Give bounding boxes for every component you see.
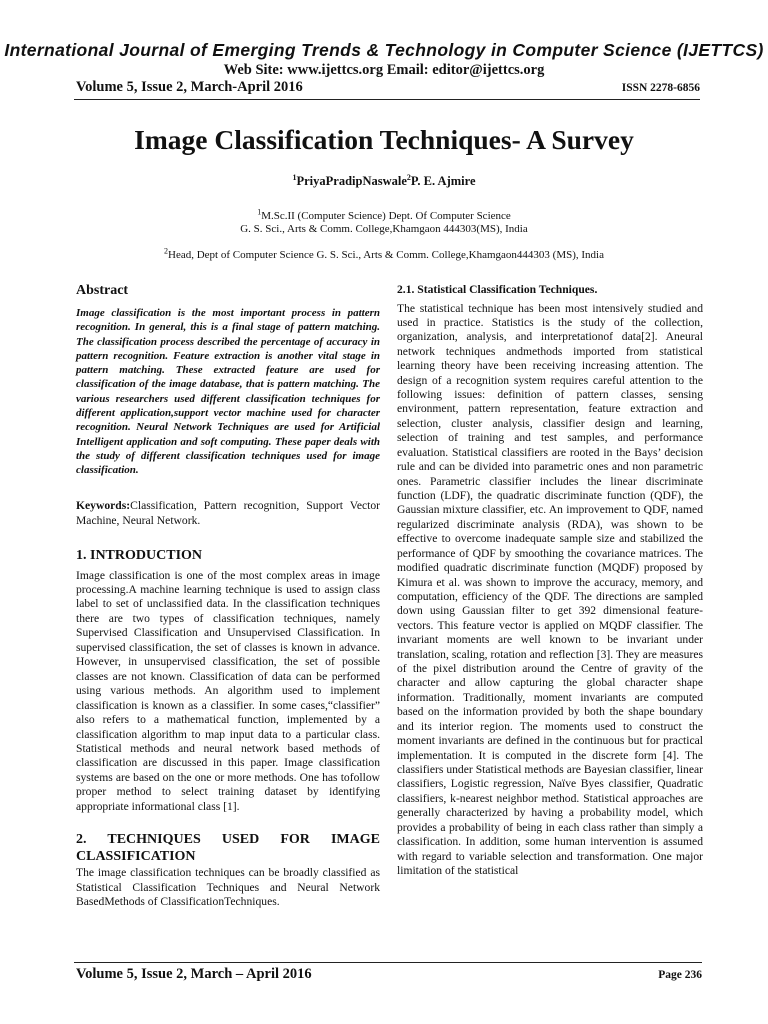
authors [0,174,768,189]
paper-title: Image Classification Techniques- A Survey [134,124,634,155]
techniques-heading: 2. TECHNIQUES USED FOR IMAGE CLASSIFICATION [76,832,380,865]
introduction-text: Image classification is one of the most complex areas in image processing.A machine learning technique is used to assign class label to set of unclassified data. In the classification techniques there are two types of classification techniques, namely Supervised Classification and Unsupervised Classification. In supervised classification, the set of classes is known in advance. However, in unsupervised classification, the set of possible classes are not known. Classification of data can be performed using various methods. An algorithm used to implement classification is known as a classifier. In some cases,“classifier” also refers to a mathematical function, implemented by a classification algorithm to map input data to a particular class. Statistical methods and neural network based methods of classification are discussed in this paper. Image classification systems are based on the one or more methods. One has tofollow proper method to select training dataset by identifying appropriate informational class [1]. [76,568,380,813]
author2: P. E. Ajmire [410,174,476,188]
right-column [397,283,703,878]
techniques-text: The image classification techniques can be broadly classified as Statistical Classification Techniques and Neural Network BasedMethods of ClassificationTechniques. [76,866,380,909]
affiliation-2-sup: 2 [164,246,169,256]
keywords-text: Classification, Pattern recognition, Support Vector Machine, Neural Network. [76,498,380,527]
abstract-heading: Abstract [76,283,129,298]
statistical-techniques-heading: 2.1. Statistical Classification Techniques. [397,283,598,296]
footer-volume: Volume 5, Issue 2, March – April 2016 [76,966,312,982]
keywords-label: Keywords: [76,498,131,512]
author2-sup: 2 [406,172,411,182]
affiliation-1-line1: M.Sc.II (Computer Science) Dept. Of Computer Science [261,210,511,222]
journal-website: Web Site: www.ijettcs.org Email: editor@ijettcs.org [223,62,545,78]
page-number: Page 236 [658,969,702,981]
author1: PriyaPradipNaswale [296,174,407,188]
affiliation-1-sup: 1 [257,207,262,217]
left-column [76,283,380,910]
affiliation-2 [0,246,768,261]
author1-sup: 1 [292,172,297,182]
footer-divider [74,962,702,963]
affiliation-1 [0,207,768,236]
statistical-techniques-text: The statistical technique has been most intensively studied and used in practice. Statistics is the study of the collection, organization, analysis, and interpretationof data[2]. Aneural network techniques andmethods imported from statistical learning theory have been receiving increasing attention. The design of a recognition system requires careful attention to the following issues: definition of pattern classes, sensing environment, pattern representation, feature extraction and selection, cluster analysis, classifier design and learning, selection of training and test samples, and performance evaluation. Statistical classifiers are rooted in the Bays’ decision rule and can be divided into parametric ones and non parametric ones. Parametric classifier includes the linear discriminate function (LDF), the quadratic discriminate function (QDF), the Gaussian mixture classifier, etc. An improvement to QDF, named regularized discriminate analysis (RDA), was shown to be effective to overcome inadequate sample size and stabilized the performance of QDF by smoothing the covariance matrices. The modified quadratic discriminate function (MQDF) proposed by Kimura et al. was shown to improve the accuracy, memory, and computation, efficiency of the QDF. The directions are sampled down using Gaussian filter to get 392 dimensional feature-vectors. This feature vector is applied on MQDF classifier. The invariant moments are well known to be invariant under translation, scaling, rotation and reflection [3]. They are measures of the pixel distribution around the Centre of gravity of the character and allow capturing the global character shape information. Traditionally, moment invariants are computed based on the information provided by both the shape boundary and its interior region. The moments used to construct the moment invariants are defined in the continuous but for practical implementation. It is computed in the discrete form [4]. The classifiers under Statistical methods are Bayesian classifier, linear classifiers, Logistic regression, Naïve Byes classifier, Quadratic classifiers, k-nearest neighbor method. Statistical approaches are generally characterized by having a probability model, which provides a probability of being in each class rather than simply a classification. In addition, some human intervention is assumed with regard to variable selection and transformation. One major limitation of the statistical [397,301,703,877]
issn: ISSN 2278-6856 [621,82,700,94]
affiliation-2-text: Head, Dept of Computer Science G. S. Sci., Arts & Comm. College,Khamgaon444303 (MS), India [168,249,604,261]
abstract-text: Image classification is the most important process in pattern recognition. In general, this is a final stage of pattern matching. The classification process described the percentage of accuracy in pattern recognition. Feature extraction is another vital stage in pattern matching. These extracted feature are used for classification of the image database, that is pattern matching. The various researchers used different classification techniques for different application,support vector machine used for character recognition. Neural Network Techniques are used for Artificial Intelligent application and soft computing. These paper deals with the study of different classification techniques used for image classification. [76,307,380,477]
header-divider [74,99,700,100]
affiliation-1-line2: G. S. Sci., Arts & Comm. College,Khamgaon 444303(MS), India [240,223,528,235]
journal-name: International Journal of Emerging Trends & Technology in Computer Science (IJETTCS) [4,40,764,60]
header-volume: Volume 5, Issue 2, March-April 2016 [76,79,303,95]
introduction-heading: 1. INTRODUCTION [76,547,203,563]
keywords [76,498,380,528]
